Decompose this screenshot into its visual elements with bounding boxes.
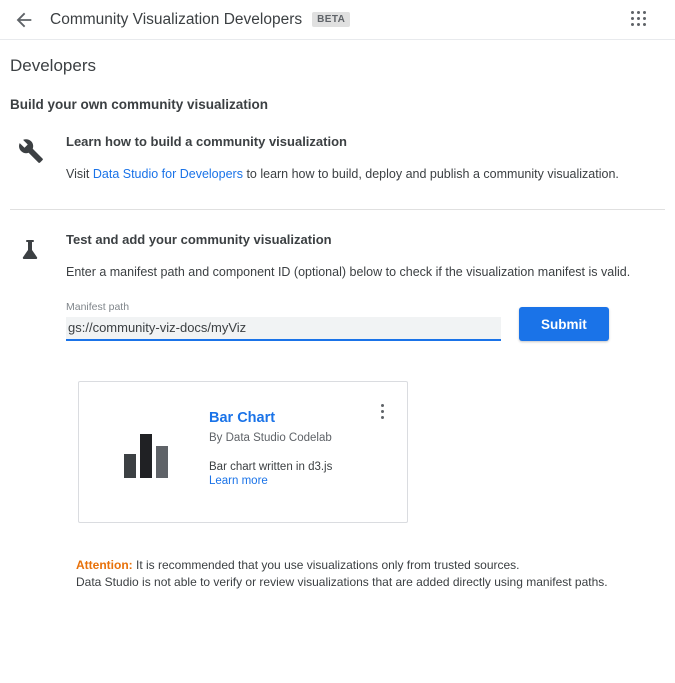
section-learn-body bbox=[66, 134, 665, 183]
submit-button[interactable]: Submit bbox=[519, 307, 609, 341]
visualization-name[interactable]: Bar Chart bbox=[209, 410, 276, 426]
visualization-author: By Data Studio Codelab bbox=[209, 432, 332, 444]
apps-dot bbox=[637, 23, 640, 26]
attention-line-2: Data Studio is not able to verify or review visualizations that are added directly using manifest paths. bbox=[76, 575, 608, 589]
attention-label: Attention: bbox=[76, 558, 133, 572]
kebab-dot bbox=[381, 416, 384, 419]
page-subtitle: Build your own community visualization bbox=[10, 97, 269, 112]
apps-dot bbox=[631, 11, 634, 14]
bar-chart-icon bbox=[89, 394, 209, 510]
apps-dot bbox=[637, 17, 640, 20]
apps-dot bbox=[643, 17, 646, 20]
manifest-path-label: Manifest path bbox=[66, 301, 130, 313]
attention-line-1: It is recommended that you use visualizations only from trusted sources. bbox=[132, 558, 520, 572]
attention-note bbox=[10, 557, 665, 591]
visualization-card[interactable] bbox=[78, 381, 408, 523]
visualization-card-wrap bbox=[10, 381, 665, 523]
section-test bbox=[10, 210, 665, 341]
page-content bbox=[0, 56, 675, 591]
apps-grid-icon[interactable] bbox=[631, 11, 649, 29]
app-title: Community Visualization Developers bbox=[50, 10, 303, 28]
kebab-dot bbox=[381, 410, 384, 413]
kebab-dot bbox=[381, 404, 384, 407]
wrench-icon bbox=[10, 134, 66, 183]
beta-badge: BETA bbox=[312, 12, 350, 27]
apps-dot bbox=[631, 17, 634, 20]
section-learn-text bbox=[66, 165, 657, 183]
more-vert-icon[interactable] bbox=[381, 404, 385, 422]
section-test-text: Enter a manifest path and component ID (optional) below to check if the visualization manifest is valid. bbox=[66, 265, 631, 279]
manifest-path-input[interactable] bbox=[66, 317, 501, 341]
arrow-back-icon bbox=[13, 9, 35, 31]
section-learn-heading: Learn how to build a community visualization bbox=[66, 134, 347, 149]
visit-text: Visit bbox=[66, 167, 93, 181]
section-test-body bbox=[66, 232, 665, 341]
app-header bbox=[0, 0, 675, 40]
back-button[interactable] bbox=[12, 8, 36, 32]
manifest-form bbox=[66, 301, 657, 341]
data-studio-developers-link[interactable]: Data Studio for Developers bbox=[92, 167, 243, 181]
flask-icon bbox=[10, 232, 66, 341]
section-test-heading: Test and add your community visualization bbox=[66, 232, 332, 247]
section-learn bbox=[10, 112, 665, 183]
apps-dot bbox=[637, 11, 640, 14]
learn-tail-text: to learn how to build, deploy and publish a community visualization. bbox=[242, 167, 619, 181]
manifest-path-field bbox=[66, 301, 501, 341]
apps-dot bbox=[631, 23, 634, 26]
page-title: Developers bbox=[10, 56, 96, 75]
apps-dot bbox=[643, 11, 646, 14]
visualization-info bbox=[209, 394, 397, 510]
visualization-description: Bar chart written in d3.js bbox=[209, 461, 333, 473]
visualization-learn-more-link[interactable]: Learn more bbox=[209, 475, 268, 487]
apps-dot bbox=[643, 23, 646, 26]
